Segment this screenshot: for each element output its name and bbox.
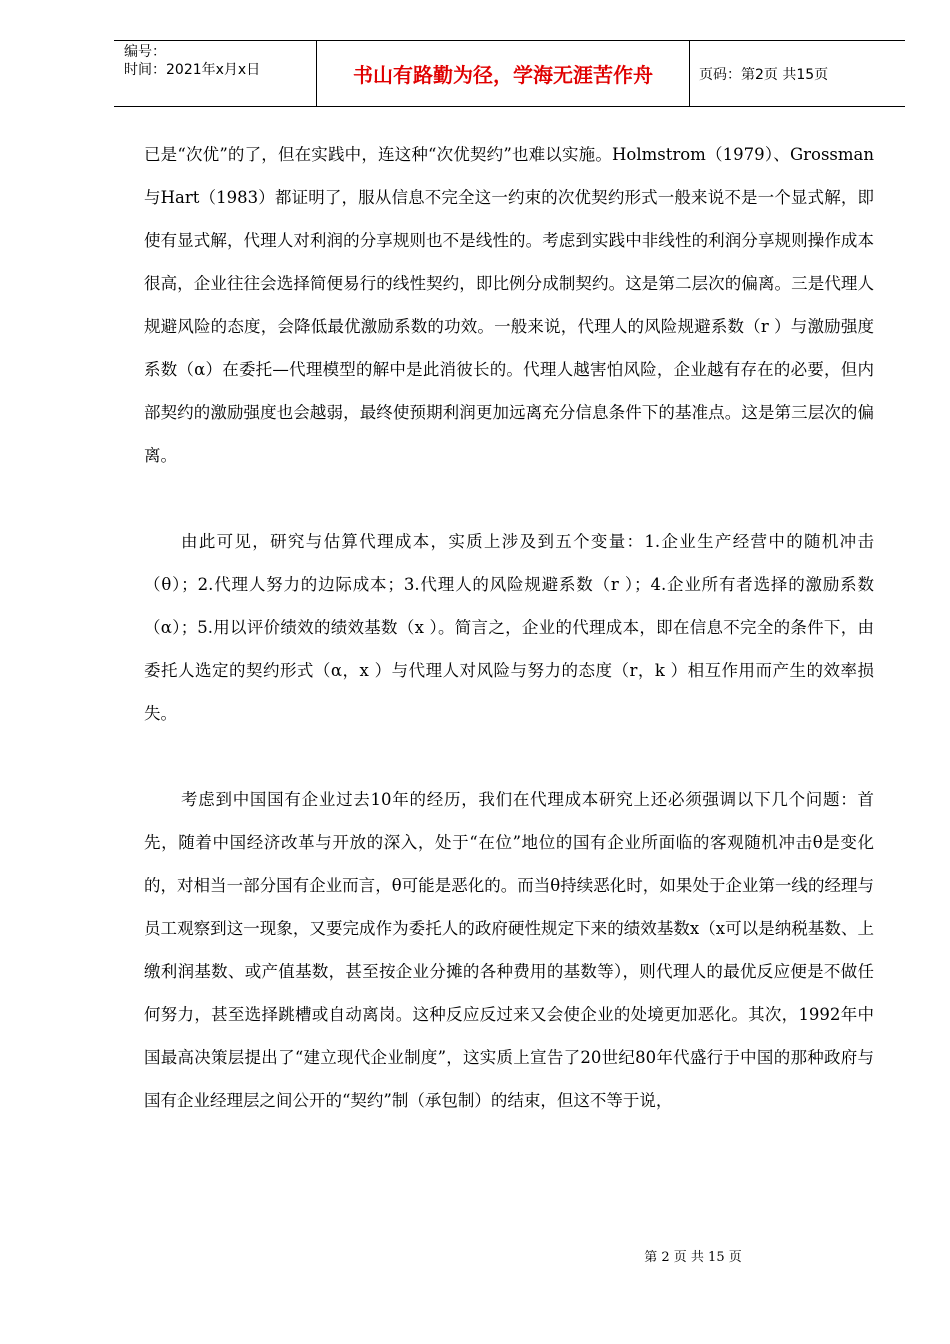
document-body — [144, 133, 874, 1122]
paragraph-gap — [144, 477, 874, 520]
paragraph-gap — [144, 735, 874, 778]
header-page-info: 页码：第2页 共15页 — [699, 66, 829, 83]
paragraph-2: 由此可见，研究与估算代理成本，实质上涉及到五个变量：1.企业生产经营中的随机冲击（θ）；2.代理人努力的边际成本；3.代理人的风险规避系数（r ）；4.企业所有者选择的激励系数（α）；5.用以评价绩效的绩效基数（x ）。简言之，企业的代理成本，即在信息不完全的条件下，由委托人选定的契约形式（α，x ）与代理人对风险与努力的态度（r，k ）相互作用而产生的效率损失。 — [144, 532, 874, 723]
header-meta — [114, 41, 316, 106]
page-header — [114, 40, 905, 107]
paragraph-3: 考虑到中国国有企业过去10年的经历，我们在代理成本研究上还必须强调以下几个问题：首先，随着中国经济改革与开放的深入，处于“在位”地位的国有企业所面临的客观随机冲击θ是变化的，对相当一部分国有企业而言，θ可能是恶化的。而当θ持续恶化时，如果处于企业第一线的经理与员工观察到这一现象，又要完成作为委托人的政府硬性规定下来的绩效基数x（x可以是纳税基数、上缴利润基数、或产值基数，甚至按企业分摊的各种费用的基数等），则代理人的最优反应便是不做任何努力，甚至选择跳槽或自动离岗。这种反应反过来又会使企业的处境更加恶化。其次，1992年中国最高决策层提出了“建立现代企业制度”，这实质上宣告了20世纪80年代盛行于中国的那种政府与国有企业经理层之间公开的“契约”制（承包制）的结束，但这不等于说， — [144, 790, 874, 1110]
header-motto: 书山有路勤为径，学海无涯苦作舟 — [316, 41, 690, 106]
page-footer — [0, 1246, 950, 1265]
document-number: 编号： — [124, 44, 166, 60]
document-date: 时间：2021年x月x日 — [124, 62, 261, 78]
footer-page-number: 第 2 页 共 15 页 — [644, 1250, 742, 1265]
paragraph-1: 已是“次优”的了，但在实践中，连这种“次优契约”也难以实施。Holmstrom（1979）、Grossman与Hart（1983）都证明了，服从信息不完全这一约束的次优契约形式一般来说不是一个显式解，即使有显式解，代理人对利润的分享规则也不是线性的。考虑到实践中非线性的利润分享规则操作成本很高，企业往往会选择简便易行的线性契约，即比例分成制契约。这是第二层次的偏离。三是代理人规避风险的态度，会降低最优激励系数的功效。一般来说，代理人的风险规避系数（r ）与激励强度系数（α）在委托—代理模型的解中是此消彼长的。代理人越害怕风险，企业越有存在的必要，但内部契约的激励强度也会越弱，最终使预期利润更加远离充分信息条件下的基准点。这是第三层次的偏离。 — [144, 145, 874, 465]
